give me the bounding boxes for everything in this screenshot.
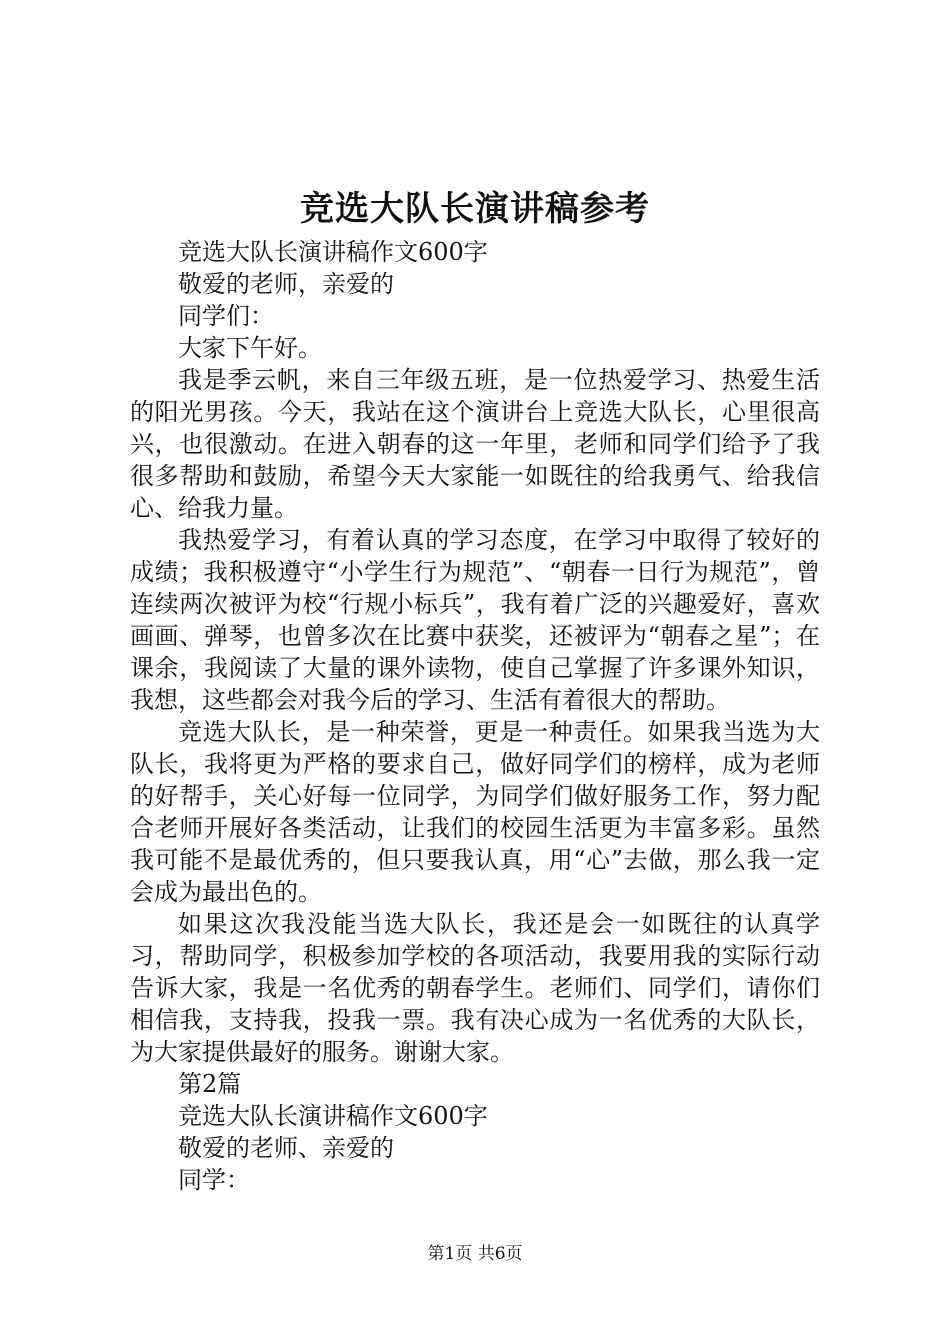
subtitle-paragraph: 竞选大队长演讲稿作文600字: [178, 1102, 488, 1130]
document-body: [130, 236, 820, 1196]
greeting-paragraph: 同学：: [178, 1166, 250, 1194]
body-paragraph: 如果这次我没能当选大队长，我还是会一如既往的认真学习，帮助同学，积极参加学校的各项活动，我要用我的实际行动告诉大家，我是一名优秀的朝春学生。老师们、同学们，请你们相信我，支持我，投我一票。我有决心成为一名优秀的大队长，为大家提供最好的服务。谢谢大家。: [130, 910, 820, 1066]
section-heading: 第2篇: [178, 1070, 242, 1098]
document-title: 竞选大队长演讲稿参考: [300, 189, 650, 229]
subtitle-paragraph: 竞选大队长演讲稿作文600字: [178, 238, 488, 266]
page-footer: 第1页 共6页: [427, 1244, 523, 1264]
body-paragraph: 竞选大队长，是一种荣誉，更是一种责任。如果我当选为大队长，我将更为严格的要求自己，做好同学们的榜样，成为老师的好帮手，关心好每一位同学，为同学们做好服务工作，努力配合老师开展好各类活动，让我们的校园生活更为丰富多彩。虽然我可能不是最优秀的，但只要我认真，用“心”去做，那么我一定会成为最出色的。: [130, 718, 820, 906]
body-paragraph: 我是季云帆，来自三年级五班，是一位热爱学习、热爱生活的阳光男孩。今天，我站在这个演讲台上竞选大队长，心里很高兴，也很激动。在进入朝春的这一年里，老师和同学们给予了我很多帮助和鼓励，希望今天大家能一如既往的给我勇气、给我信心、给我力量。: [130, 366, 820, 522]
opening-paragraph: 大家下午好。: [178, 334, 322, 362]
body-paragraph: 我热爱学习，有着认真的学习态度，在学习中取得了较好的成绩；我积极遵守“小学生行为规范”、“朝春一日行为规范”，曾连续两次被评为校“行规小标兵”，我有着广泛的兴趣爱好，喜欢画画、弹琴，也曾多次在比赛中获奖，还被评为“朝春之星”；在课余，我阅读了大量的课外读物，使自己掌握了许多课外知识，我想，这些都会对我今后的学习、生活有着很大的帮助。: [130, 526, 820, 714]
greeting-paragraph: 敬爱的老师、亲爱的: [178, 1134, 394, 1162]
greeting-paragraph: 同学们：: [178, 302, 274, 330]
greeting-paragraph: 敬爱的老师，亲爱的: [178, 270, 394, 298]
